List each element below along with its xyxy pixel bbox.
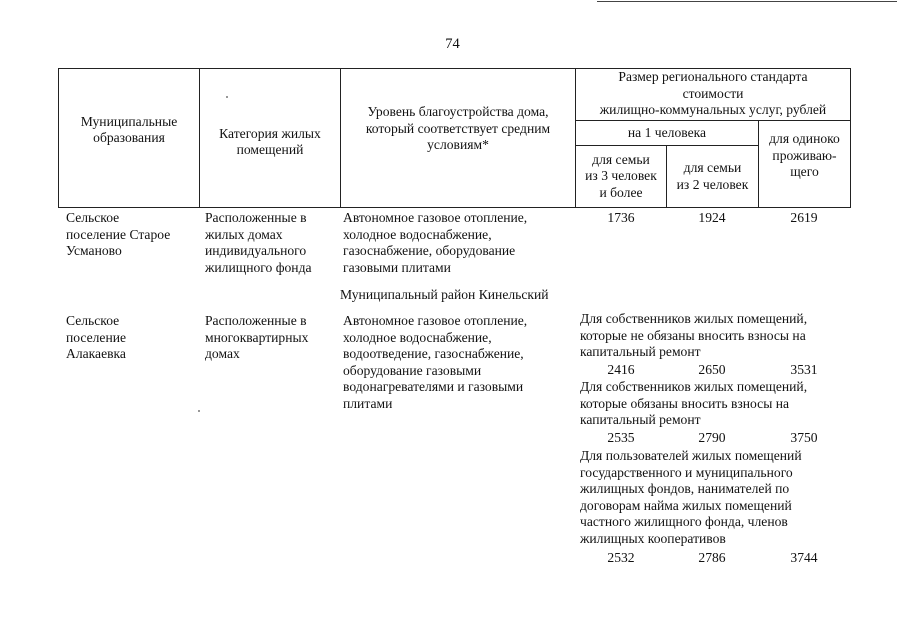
page-number: 74 — [445, 36, 460, 52]
group3-value-family3: 2532 — [607, 550, 635, 565]
row1-municipality: Сельское поселение Старое Усманово — [66, 210, 171, 258]
group1-label: Для собственников жилых помещений, которые не обязаны вносить взносы на капитальный ремонт — [580, 311, 808, 359]
header-family2: для семьи из 2 человек — [676, 160, 749, 192]
header-category: Категория жилых помещений — [219, 125, 321, 157]
table-header — [58, 68, 851, 208]
row2-level: Автономное газовое отопление, холодное водоснабжение, водоотведение, газоснабжение, оборудование газовыми водонагревателями и газовыми плитами — [343, 313, 528, 411]
header-level: Уровень благоустройства дома, который соответствует средним условиям* — [365, 104, 551, 153]
group2-value-family3: 2535 — [607, 430, 635, 445]
row1-value-family2: 1924 — [698, 210, 726, 225]
header-per-person: на 1 человека — [627, 124, 707, 140]
group3-value-single: 3744 — [790, 550, 818, 565]
row1-level: Автономное газовое отопление, холодное водоснабжение, газоснабжение, оборудование газовыми плитами — [343, 210, 528, 275]
group1-value-single: 3531 — [790, 362, 818, 377]
group2-value-single: 3750 — [790, 430, 818, 445]
header-single: для одиноко проживаю- щего — [769, 131, 840, 180]
scan-speck — [226, 96, 228, 98]
group2-label: Для собственников жилых помещений, которые обязаны вносить взносы на капитальный ремонт — [580, 379, 808, 427]
top-rule — [597, 1, 897, 2]
group1-value-family2: 2650 — [698, 362, 726, 377]
row1-value-single: 2619 — [790, 210, 818, 225]
group1-value-family3: 2416 — [607, 362, 635, 377]
group3-label: Для пользователей жилых помещений государственного и муниципального жилищных фондов, нанимателей по договорам найма жилых помещений частного жилищного фонда, членов жилищных кооперативов — [580, 448, 802, 546]
row2-municipality: Сельское поселение Алакаевка — [66, 313, 127, 361]
district-title: Муниципальный район Кинельский — [340, 287, 549, 302]
header-family3: для семьи из 3 человек и более — [585, 151, 657, 200]
header-municipality: Муниципальные образования — [80, 113, 178, 145]
group2-value-family2: 2790 — [698, 430, 726, 445]
header-standard: Размер регионального стандарта стоимости жилищно-коммунальных услуг, рублей — [599, 69, 827, 118]
row1-value-family3: 1736 — [607, 210, 635, 225]
row1-category: Расположенные в жилых домах индивидуального жилищного фонда — [205, 210, 312, 275]
row2-category: Расположенные в многоквартирных домах — [205, 313, 309, 361]
group3-value-family2: 2786 — [698, 550, 726, 565]
scan-speck — [198, 410, 200, 412]
